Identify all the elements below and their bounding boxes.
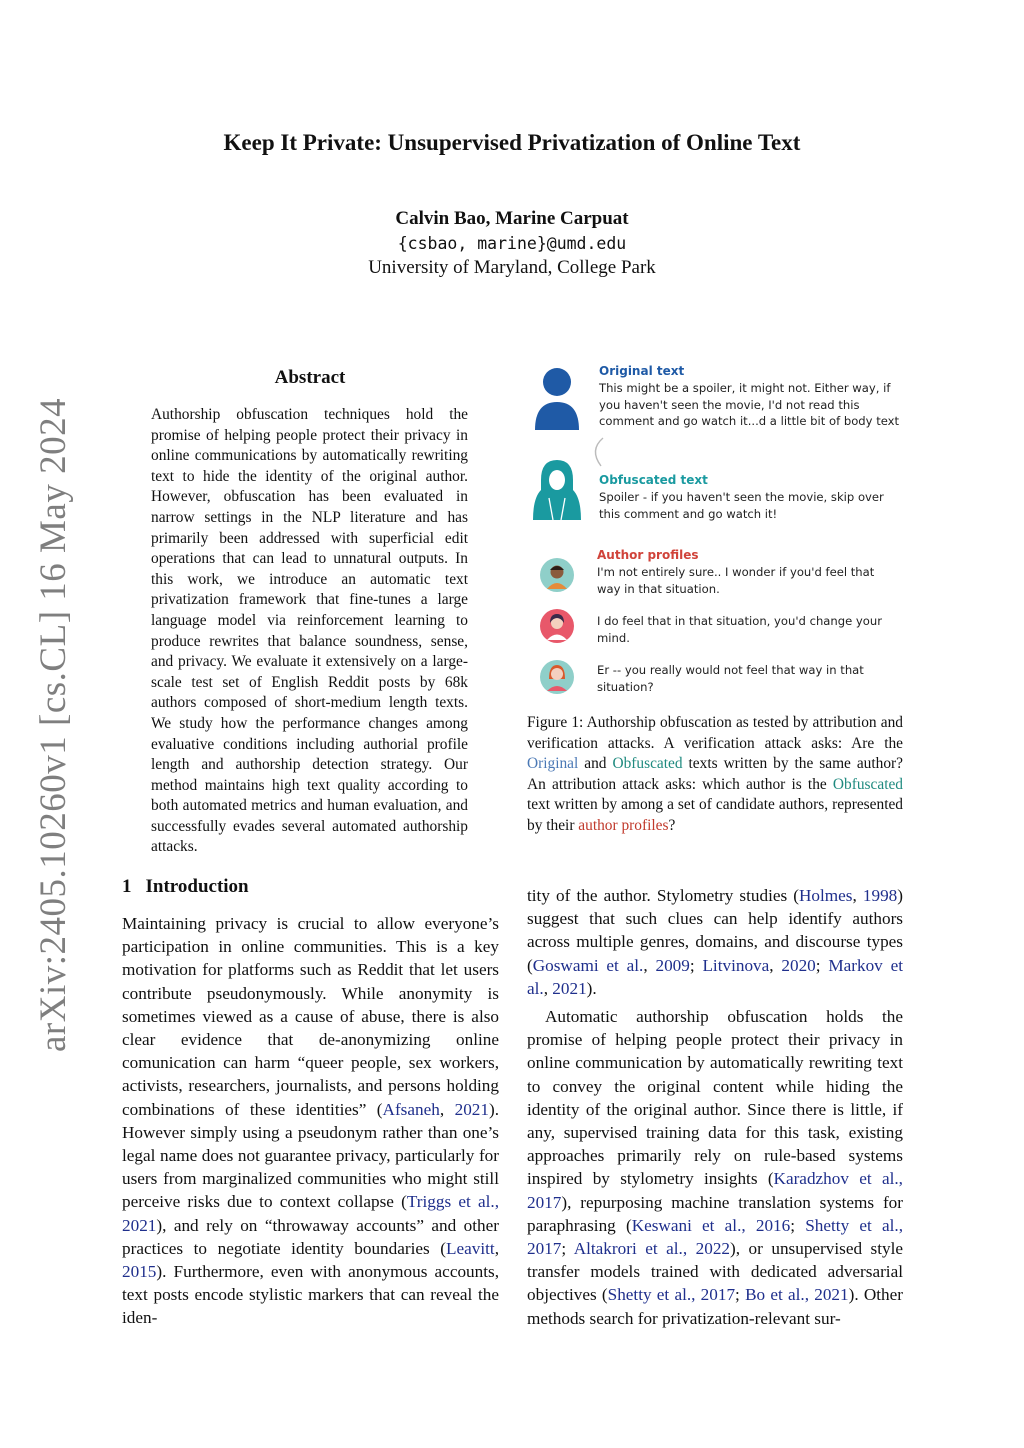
hooded-person-icon — [531, 458, 583, 522]
avatar-icon — [539, 557, 575, 593]
obfuscated-text-label: Obfuscated text — [599, 473, 708, 487]
body-text: ), repurposing machine translation systems for paraphrasing ( — [527, 1192, 903, 1235]
left-column-body — [122, 912, 499, 1330]
profile-2-text: I do feel that in that situation, you'd change your mind. — [597, 614, 883, 645]
original-text-label: Original text — [599, 364, 685, 378]
figure-1-caption — [527, 713, 903, 837]
original-text-body: This might be a spoiler, it might not. Either way, if you haven't seen the movie, I'd not read this comment and go watch it...d a little bit of body text — [599, 381, 900, 428]
person-icon — [531, 366, 583, 432]
citation-link[interactable]: Goswami et al. — [532, 955, 644, 975]
body-text: Maintaining privacy is crucial to allow everyone’s participation in online communities. This is a key motivation for platforms such as Reddit that let users contribute pseudonymously. While anonymity is sometimes viewed as a cause of abuse, there is also clear evidence that de-anonymizing online comunication can harm “queer people, sex workers, activists, researchers, journalists, and persons holding combinations of these identities” ( — [122, 914, 499, 1119]
body-text: Automatic authorship obfuscation holds the promise of helping people protect their privacy in online communication by automatically rewriting text to convey the original content while hiding the identity of the original author. Since there is little, if any, supervised training data for this task, existing approaches primarily rely on rule-based systems inspired by stylometry insights ( — [527, 1007, 903, 1189]
citation-link[interactable]: Leavitt — [446, 1238, 495, 1258]
body-text: , — [769, 955, 782, 975]
abstract-heading: Abstract — [274, 367, 346, 388]
body-text: ), or unsupervised style transfer models trained with dedicated adversarial objectives ( — [527, 1239, 904, 1305]
avatar-icon — [539, 608, 575, 644]
figure-1 — [527, 360, 907, 700]
author-email: {csbao, marine}@umd.edu — [397, 234, 627, 253]
body-text: ) suggest that such clues can help identify authors across multiple genres, domains, and discourse types ( — [527, 886, 903, 975]
citation-link[interactable]: 1998 — [862, 886, 898, 905]
body-text: ), and rely on “throwaway accounts” and other practices to negotiate identity boundaries ( — [122, 1215, 499, 1258]
arrow-icon — [585, 436, 613, 470]
citation-link[interactable]: 2021 — [454, 1099, 489, 1119]
body-text: ). — [586, 978, 597, 998]
right-column-body — [527, 884, 903, 1330]
obfuscated-text-body: Spoiler - if you haven't seen the movie, skip over this comment and go watch it! — [599, 490, 884, 521]
body-text: tity of the author. Stylometry studies ( — [527, 886, 800, 905]
citation-link[interactable]: Keswani et al., 2016 — [631, 1215, 791, 1235]
caption-text: Figure 1: Authorship obfuscation as tested by attribution and verification attacks. A verification attack asks: Are the — [527, 714, 903, 752]
citation-link[interactable]: Markov et al. — [527, 955, 903, 998]
caption-text: and — [578, 755, 613, 773]
author-profiles-label: Author profiles — [597, 548, 699, 562]
caption-text: text written by among a set of candidate authors, represented by their — [527, 796, 903, 834]
caption-text: texts written by the same author? An attribution attack asks: which author is the — [527, 755, 904, 793]
body-text: ; — [815, 955, 829, 975]
body-text: , — [852, 886, 863, 905]
section-heading — [122, 876, 249, 898]
citation-link[interactable]: 2020 — [781, 955, 816, 975]
body-text: , — [543, 978, 553, 998]
citation-link[interactable]: Altakrori et al., 2022 — [573, 1239, 731, 1259]
body-text: , — [643, 955, 656, 975]
citation-link[interactable]: 2021 — [552, 978, 587, 998]
profile-3-text: Er -- you really would not feel that way in that situation? — [597, 663, 864, 694]
caption-profiles-highlight: author profiles — [578, 816, 669, 834]
section-number: 1 — [122, 876, 132, 897]
caption-text: ? — [668, 816, 676, 834]
body-text: ). Furthermore, even with anonymous accounts, text posts encode stylistic markers that can reveal the iden- — [122, 1262, 499, 1328]
section-title: Introduction — [145, 876, 249, 897]
abstract-text: Authorship obfuscation techniques hold the promise of helping people protect their privacy in online communications by automatically rewriting text to hide the identity of the original author. However, obfuscation has been evaluated in narrow settings in the NLP literature and has primarily been addressed with superficial edit operations that can lead to unnatural outputs. In this work, we introduce an automatic text privatization framework that fine-tunes a large language model via reinforcement learning to produce rewrites that balance soundness, sense, and privacy. We evaluate it extensively on a large-scale test set of English Reddit posts by 68k authors composed of short-medium length texts. We study how the performance changes among evaluative conditions including authorial profile length and authorship detection strategy. Our method maintains high text quality according to both automated metrics and human evaluation, and successfully evades several automated authorship attacks. — [151, 406, 468, 856]
paragraph — [527, 1005, 903, 1330]
body-text: , — [494, 1238, 499, 1258]
caption-obfuscated-highlight: Obfuscated — [612, 755, 683, 773]
body-text: ; — [790, 1215, 806, 1235]
citation-link[interactable]: Afsaneh — [382, 1099, 440, 1119]
arxiv-stamp: arXiv:2405.10260v1 [cs.CL] 16 May 2024 — [33, 397, 74, 1052]
author-affiliation: University of Maryland, College Park — [368, 257, 656, 278]
caption-obfuscated-highlight: Obfuscated — [832, 775, 903, 793]
body-text: , — [439, 1099, 455, 1119]
body-text: ). However simply using a pseudonym rather than one’s legal name does not guarantee privacy, particularly for users from marginalized communities who might still perceive risks due to context collapse ( — [122, 1099, 499, 1212]
citation-link[interactable]: Shetty et al., 2017 — [527, 1215, 903, 1259]
body-text: ; — [735, 1285, 746, 1305]
citation-link[interactable]: Triggs et al., 2021 — [122, 1192, 500, 1235]
paper-title: Keep It Private: Unsupervised Privatization of Online Text — [223, 130, 801, 155]
citation-link[interactable]: Bo et al., 2021 — [745, 1285, 849, 1305]
paragraph — [527, 884, 903, 1000]
author-names: Calvin Bao, Marine Carpuat — [395, 208, 629, 229]
citation-link[interactable]: Litvinova — [702, 955, 770, 975]
profile-1-text: I'm not entirely sure.. I wonder if you'd feel that way in that situation. — [597, 565, 875, 596]
body-text: ; — [561, 1239, 574, 1259]
avatar-icon — [539, 659, 575, 695]
citation-link[interactable]: 2015 — [122, 1262, 157, 1282]
body-text: ; — [689, 955, 703, 975]
citation-link[interactable]: Karadzhov et al., 2017 — [527, 1169, 903, 1212]
caption-original-highlight: Original — [527, 755, 579, 773]
paragraph — [122, 912, 499, 1330]
citation-link[interactable]: Shetty et al., 2017 — [607, 1285, 736, 1305]
citation-link[interactable]: 2009 — [655, 955, 690, 975]
body-text: ). Other methods search for privatization-relevant sur- — [527, 1285, 903, 1328]
citation-link[interactable]: Holmes — [799, 886, 853, 905]
